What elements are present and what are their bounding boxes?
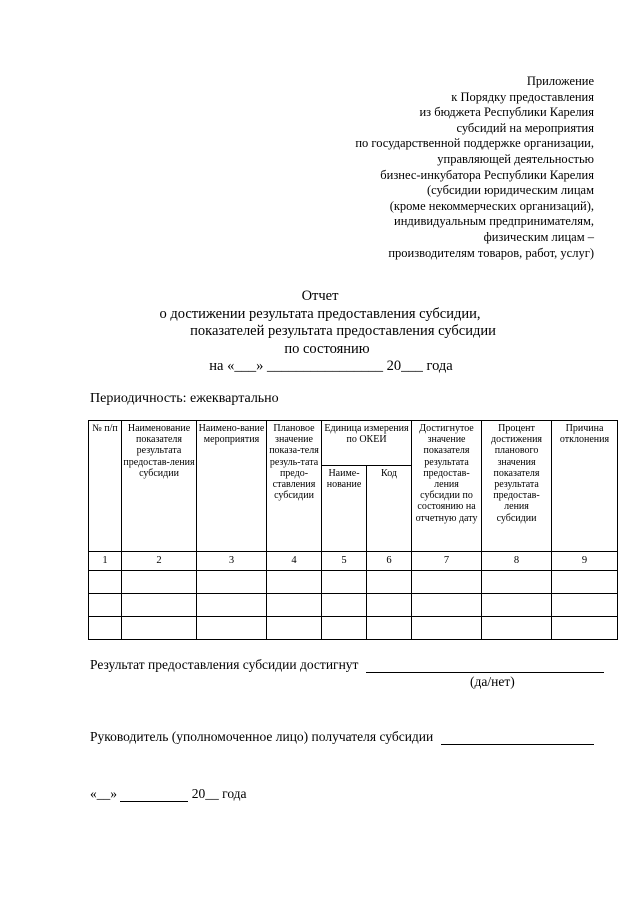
title-line: о достижении результата предоставления субсидии, xyxy=(159,305,481,322)
header-achieved: Достигнутое значение показателя результата предостав-ления субсидии по состоянию на отчетную дату xyxy=(412,421,482,552)
column-number: 9 xyxy=(552,552,618,571)
date-month-blank[interactable] xyxy=(120,787,188,802)
appendix-line: из бюджета Республики Карелия xyxy=(419,105,594,120)
table-cell[interactable] xyxy=(482,617,552,640)
appendix-line: физическим лицам – xyxy=(483,229,594,244)
table-cell[interactable] xyxy=(322,594,367,617)
column-number: 8 xyxy=(482,552,552,571)
appendix-line: управляющей деятельностью xyxy=(437,151,594,166)
table-cell[interactable] xyxy=(197,594,267,617)
report-title xyxy=(0,288,640,376)
table-cell[interactable] xyxy=(197,617,267,640)
signature-label: Руководитель (уполномоченное лицо) получателя субсидии xyxy=(90,729,434,744)
appendix-line: по государственной поддержке организации, xyxy=(355,136,594,151)
table-cell[interactable] xyxy=(482,571,552,594)
table-cell[interactable] xyxy=(482,594,552,617)
table-cell[interactable] xyxy=(412,594,482,617)
table-cell[interactable] xyxy=(367,594,412,617)
header-percent: Процент достижения планового значения показателя результата предостав-ления субсидии xyxy=(482,421,552,552)
table-row xyxy=(89,594,618,617)
date-day: «__» xyxy=(90,786,117,801)
signature-line xyxy=(90,729,594,745)
table-row xyxy=(89,617,618,640)
title-line: по состоянию xyxy=(284,340,370,357)
appendix-line: (субсидии юридическим лицам xyxy=(427,183,594,198)
appendix-line: бизнес-инкубатора Республики Карелия xyxy=(380,167,594,182)
table-cell[interactable] xyxy=(322,571,367,594)
header-planned: Плановое значение показа-теля резуль-тата предо-ставления субсидии xyxy=(267,421,322,552)
table-cell[interactable] xyxy=(197,571,267,594)
column-numbers-row xyxy=(89,552,618,571)
header-unit-code: Код xyxy=(367,466,412,552)
appendix-line: индивидуальным предпринимателям, xyxy=(394,214,594,229)
result-input-line[interactable] xyxy=(366,658,604,673)
appendix-line: Приложение xyxy=(526,74,594,88)
column-number: 4 xyxy=(267,552,322,571)
date-suffix: года xyxy=(222,786,247,801)
table-row xyxy=(89,571,618,594)
header-num: № п/п xyxy=(89,421,122,552)
table-cell[interactable] xyxy=(367,617,412,640)
header-reason: Причина отклонения xyxy=(552,421,618,552)
column-number: 1 xyxy=(89,552,122,571)
table-cell[interactable] xyxy=(552,571,618,594)
table-cell[interactable] xyxy=(552,617,618,640)
appendix-line: к Порядку предоставления xyxy=(451,89,594,104)
table-cell[interactable] xyxy=(89,571,122,594)
table-cell[interactable] xyxy=(122,594,197,617)
table-cell[interactable] xyxy=(267,594,322,617)
appendix-line: субсидий на мероприятия xyxy=(456,120,594,135)
table-cell[interactable] xyxy=(412,571,482,594)
table-cell[interactable] xyxy=(122,571,197,594)
appendix-line: производителям товаров, работ, услуг) xyxy=(388,245,594,260)
title-line: на «___» ________________ 20___ года xyxy=(209,358,453,374)
header-event: Наимено-вание мероприятия xyxy=(197,421,267,552)
title-line: Отчет xyxy=(301,288,339,304)
table-cell[interactable] xyxy=(122,617,197,640)
periodicity: Периодичность: ежеквартально xyxy=(90,391,279,406)
table-cell[interactable] xyxy=(267,571,322,594)
table-cell[interactable] xyxy=(322,617,367,640)
appendix-block xyxy=(355,74,594,261)
title-line: показателей результата предоставления субсидии xyxy=(190,323,496,339)
table-cell[interactable] xyxy=(89,594,122,617)
column-number: 5 xyxy=(322,552,367,571)
header-indicator: Наименование показателя результата предостав-ления субсидии xyxy=(122,421,197,552)
table-cell[interactable] xyxy=(89,617,122,640)
table-cell[interactable] xyxy=(552,594,618,617)
date-line xyxy=(90,786,247,802)
column-number: 7 xyxy=(412,552,482,571)
signature-input-line[interactable] xyxy=(441,730,594,745)
header-unit-name: Наиме-нование xyxy=(322,466,367,552)
column-number: 2 xyxy=(122,552,197,571)
date-year: 20__ xyxy=(191,786,219,801)
header-unit: Единица измерения по ОКЕИ xyxy=(322,421,412,466)
table-cell[interactable] xyxy=(267,617,322,640)
column-number: 3 xyxy=(197,552,267,571)
table-cell[interactable] xyxy=(412,617,482,640)
result-hint: (да/нет) xyxy=(470,674,515,689)
column-number: 6 xyxy=(367,552,412,571)
appendix-line: (кроме некоммерческих организаций), xyxy=(389,198,594,213)
result-label: Результат предоставления субсидии достигнут xyxy=(90,657,359,672)
result-line xyxy=(90,657,604,673)
report-table xyxy=(88,420,618,640)
table-cell[interactable] xyxy=(367,571,412,594)
